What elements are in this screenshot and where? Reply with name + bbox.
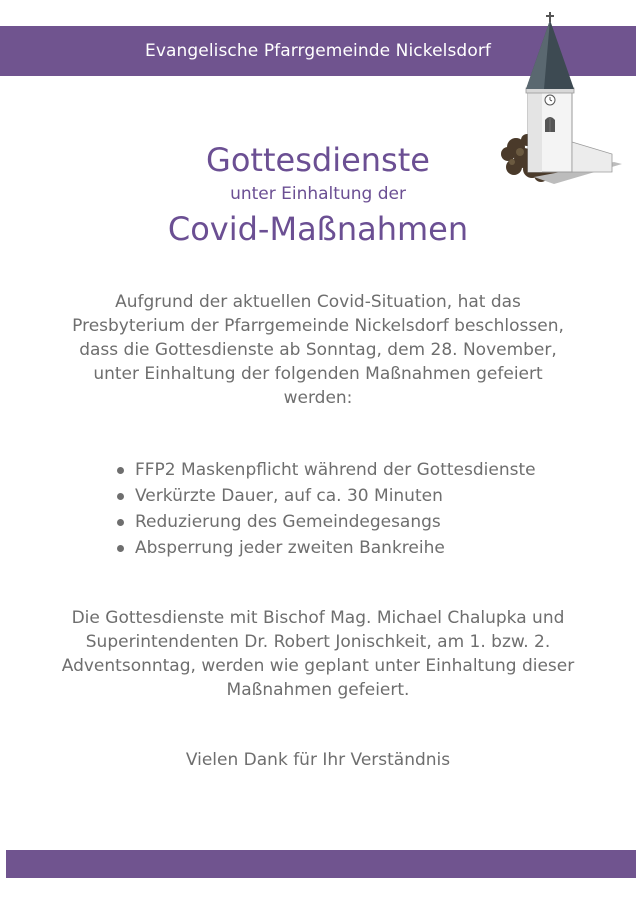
bullet-icon xyxy=(117,545,124,552)
title-covid-measures: Covid-Maßnahmen xyxy=(167,210,469,248)
title-subtitle: unter Einhaltung der xyxy=(230,184,406,204)
list-item xyxy=(117,535,597,561)
list-item xyxy=(117,509,597,535)
list-item xyxy=(117,457,597,483)
measure-text: Absperrung jeder zweiten Bankreihe xyxy=(135,538,445,558)
measure-text: Reduzierung des Gemeindegesangs xyxy=(135,512,441,532)
footer-bar xyxy=(6,850,636,878)
bullet-icon xyxy=(117,467,124,474)
measure-text: FFP2 Maskenpflicht während der Gottesdienste xyxy=(135,460,536,480)
intro-paragraph: Aufgrund der aktuellen Covid-Situation, hat das Presbyterium der Pfarrgemeinde Nickelsdorf beschlossen, dass die Gottesdienste ab Sonntag, dem 28. November, unter Einhaltung der folgenden Maßnahmen gefeiert werden: xyxy=(72,292,564,408)
closing-paragraph: Die Gottesdienste mit Bischof Mag. Michael Chalupka und Superintendenten Dr. Robert Jonischkeit, am 1. bzw. 2. Adventsonntag, werden wie geplant unter Einhaltung dieser Maßnahmen gefeiert. xyxy=(61,608,575,700)
bullet-icon xyxy=(117,493,124,500)
bullet-icon xyxy=(117,519,124,526)
measures-list xyxy=(117,457,597,561)
list-item xyxy=(117,483,597,509)
title-block xyxy=(0,138,636,252)
thanks-line: Vielen Dank für Ihr Verständnis xyxy=(185,750,451,770)
measure-text: Verkürzte Dauer, auf ca. 30 Minuten xyxy=(135,486,443,506)
page-title: Gottesdienste xyxy=(206,141,430,179)
parish-name: Evangelische Pfarrgemeinde Nickelsdorf xyxy=(144,41,492,61)
